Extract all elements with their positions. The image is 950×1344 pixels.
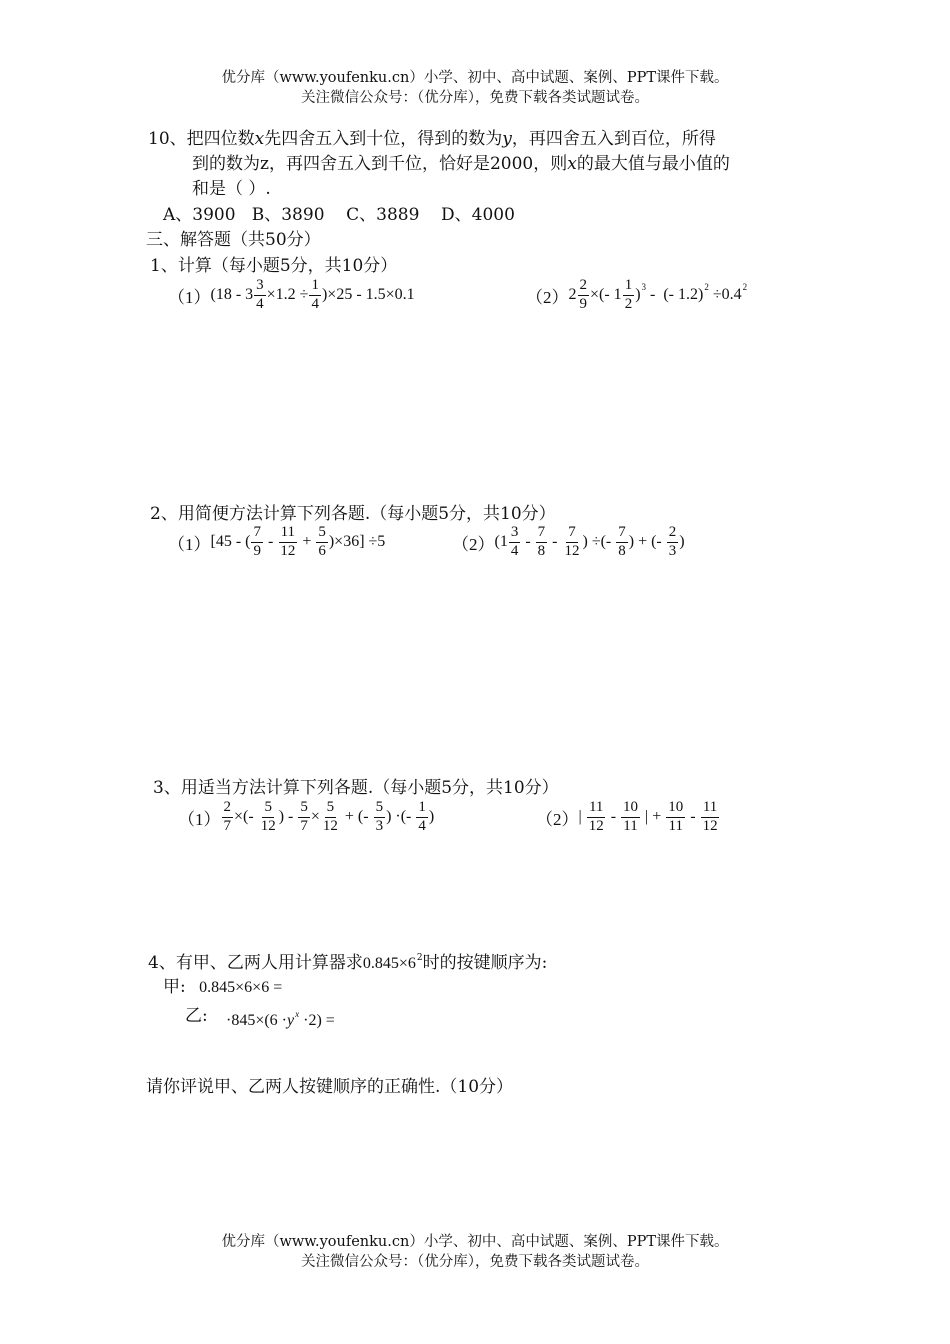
p4-prompt: 请你评说甲、乙两人按键顺序的正确性.（10分） — [146, 1077, 514, 1097]
q10-line-3: 和是（ ）. — [192, 179, 271, 199]
p1-title: 1、计算（每小题5分，共10分） — [150, 256, 398, 276]
p4-yi-expr: $\cdot 845\times(6 \cdot y^x \cdot 2)$ = — [226, 1009, 335, 1029]
fraction-denominator: 9 — [253, 542, 261, 559]
fraction-denominator: 3 — [668, 542, 677, 559]
fraction-numerator: 5 — [316, 525, 328, 543]
fraction — [316, 525, 328, 560]
fraction-numerator: 7 — [536, 525, 548, 543]
fraction — [621, 800, 640, 835]
fraction-numerator: 11 — [587, 800, 605, 818]
fraction-denominator: 12 — [280, 542, 296, 559]
p3-expr-2: （2） | $\frac{11}{12}$ - $\frac{10}{11}$ | + $\frac{10}{11}$ - $\frac{11}{12}$ — [536, 799, 718, 834]
fraction-denominator: 3 — [375, 817, 384, 834]
fraction-numerator: 2 — [578, 278, 590, 296]
fraction-denominator: 12 — [588, 817, 604, 834]
fraction — [667, 525, 679, 560]
fraction — [562, 525, 581, 560]
fraction-denominator: 4 — [510, 542, 519, 559]
p2-title: 2、用简便方法计算下列各题.（每小题5分，共10分） — [150, 504, 556, 524]
fraction-denominator: 8 — [618, 542, 626, 559]
fraction-denominator: 12 — [564, 542, 580, 559]
fraction — [587, 800, 606, 835]
q10-options: A、3900 B、3890 C、3889 D、4000 — [163, 205, 515, 225]
fraction-denominator: 7 — [300, 817, 308, 834]
fraction-numerator: 3 — [254, 278, 266, 296]
fraction-numerator: 10 — [621, 800, 640, 818]
fraction-numerator: 5 — [325, 800, 337, 818]
fraction — [298, 800, 310, 835]
q10-line-2: 到的数为z，再四舍五入到千位，恰好是2000，则x的最大值与最小值的 — [192, 154, 730, 174]
fraction-denominator: 11 — [623, 817, 638, 834]
fraction-numerator: 7 — [251, 525, 263, 543]
fraction — [509, 525, 521, 560]
var-x: x — [254, 129, 265, 149]
fraction — [578, 278, 590, 313]
fraction — [666, 800, 685, 835]
fraction — [416, 800, 428, 835]
fraction-numerator: 1 — [623, 278, 635, 296]
fraction-numerator: 7 — [616, 525, 628, 543]
footer-line-2: 关注微信公众号：（优分库），免费下载各类试题试卷。 — [301, 1254, 649, 1270]
fraction — [701, 800, 720, 835]
fraction-denominator: 4 — [256, 295, 264, 312]
fraction-denominator: 8 — [537, 542, 546, 559]
fraction — [321, 800, 340, 835]
p1-expr-2: （2） 2 $\frac{2}{9}$ ×(- 1 $\frac{1}{2}$ ) 3 - (- 1.2) 2 ÷0.4 2 — [526, 277, 748, 312]
fraction-numerator: 11 — [701, 800, 719, 818]
fraction-denominator: 12 — [702, 817, 718, 834]
p1-expr-1: （1） (18 - 3 $\frac{3}{4}$ ×1.2 ÷ $\frac{1}{4}$ )×25 - 1.5×0.1 — [168, 277, 415, 312]
fraction-denominator: 9 — [579, 295, 587, 312]
p4-title: 4、有甲、乙两人用计算器求$0.845\times 6^2$时的按键顺序为: — [148, 953, 548, 973]
fraction-numerator: 5 — [262, 800, 274, 818]
section-title: 三、解答题（共50分） — [146, 230, 321, 250]
var-y: y — [502, 129, 512, 149]
fraction-numerator: 5 — [298, 800, 310, 818]
fraction-numerator: 7 — [566, 525, 578, 543]
p2-expr-1: （1） [45 - ( $\frac{7}{9}$ - $\frac{11}{12}$ + $\frac{5}{6}$ )×36] ÷5 — [168, 524, 386, 559]
p3-expr-1: （1） $\frac{2}{7}$ ×(- $\frac{5}{12}$ ) - $\frac{5}{7}$ × $\frac{5}{12}$ + (- $\frac{5}{3}$ ) ·(- $\frac{1}{4}$ ) — [178, 799, 435, 834]
fraction-denominator: 7 — [223, 817, 231, 834]
p3-title: 3、用适当方法计算下列各题.（每小题5分，共10分） — [153, 778, 559, 798]
fraction-numerator: 5 — [374, 800, 386, 818]
fraction-numerator: 1 — [416, 800, 428, 818]
fraction — [309, 278, 321, 313]
fraction — [374, 800, 386, 835]
fraction-numerator: 3 — [509, 525, 521, 543]
q10-line-1: 10、把四位数x先四舍五入到十位，得到的数为y，再四舍五入到百位，所得 — [148, 129, 716, 149]
fraction-denominator: 12 — [322, 817, 338, 834]
fraction-numerator: 10 — [666, 800, 685, 818]
p4-yi-label: 乙: — [185, 1006, 208, 1026]
fraction — [278, 525, 297, 560]
fraction-denominator: 6 — [318, 542, 326, 559]
header-line-1: 优分库（www.youfenku.cn）小学、初中、高中试题、案例、PPT课件下载。 — [221, 70, 729, 86]
var-x: x — [567, 154, 577, 174]
fraction-denominator: 12 — [260, 817, 276, 834]
fraction — [616, 525, 628, 560]
p2-expr-2: （2） (1 $\frac{3}{4}$ - $\frac{7}{8}$ - $\frac{7}{12}$ ) ÷(- $\frac{7}{8}$ ) + (- $\frac{2}{3}$ ) — [452, 524, 685, 559]
fraction — [251, 525, 263, 560]
fraction — [222, 800, 234, 835]
footer-line-1: 优分库（www.youfenku.cn）小学、初中、高中试题、案例、PPT课件下载。 — [221, 1234, 729, 1250]
fraction-numerator: 1 — [309, 278, 321, 296]
p4-jia-line: 甲: 0.845×6×6 = — [163, 977, 283, 997]
fraction-denominator: 4 — [311, 295, 319, 312]
fraction-denominator: 11 — [668, 817, 683, 834]
fraction-numerator: 2 — [222, 800, 234, 818]
fraction — [623, 278, 635, 313]
fraction-denominator: 2 — [624, 295, 633, 312]
fraction — [254, 278, 266, 313]
fraction — [259, 800, 278, 835]
fraction — [536, 525, 548, 560]
header-line-2: 关注微信公众号：（优分库），免费下载各类试题试卷。 — [301, 90, 649, 106]
fraction-numerator: 11 — [279, 525, 297, 543]
fraction-denominator: 4 — [418, 817, 426, 834]
fraction-numerator: 2 — [667, 525, 679, 543]
